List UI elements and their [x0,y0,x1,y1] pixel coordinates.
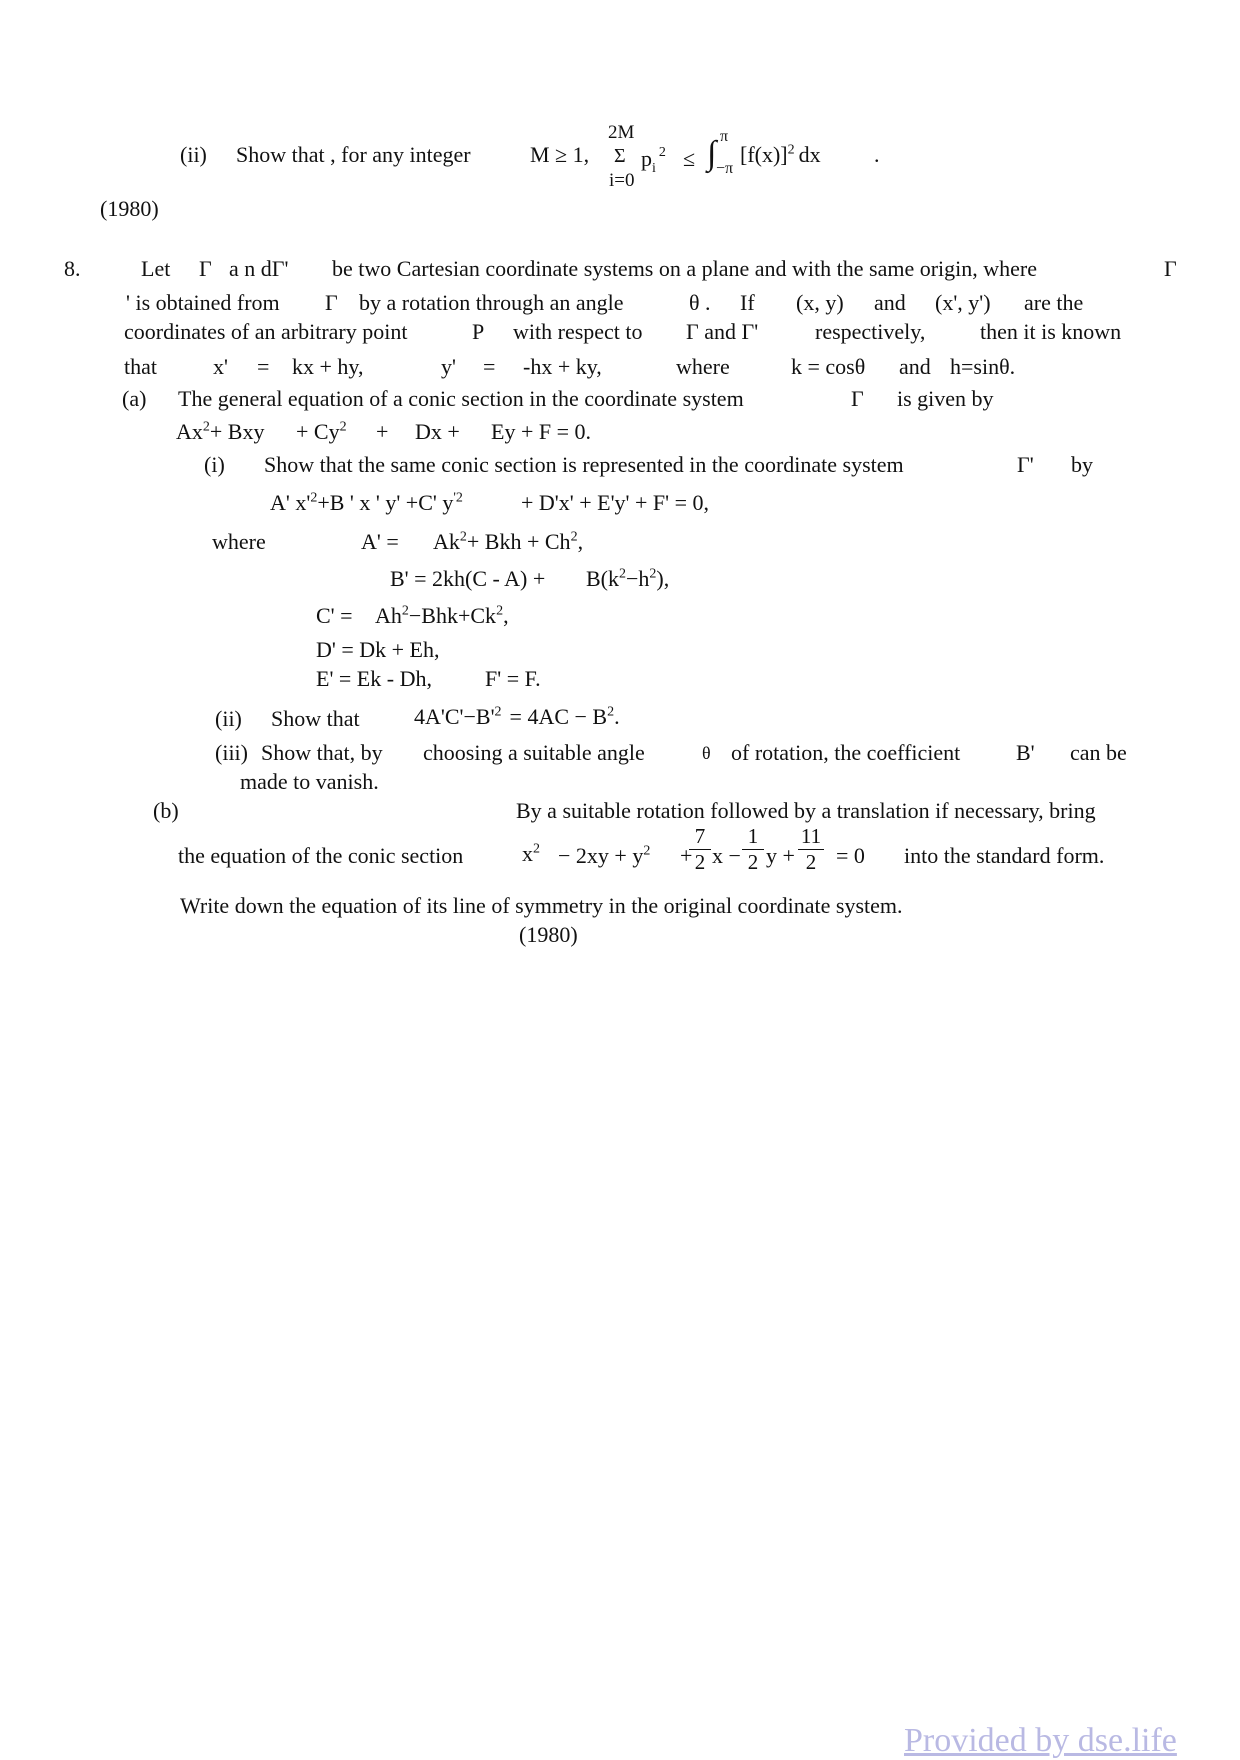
conic-eq-rest: Ey + F = 0. [491,419,591,444]
q8-and: and [874,290,906,315]
year-label: (1980) [100,196,159,221]
A-prime-lhs: A' = [361,529,399,554]
gamma-symbol: Γ [199,256,212,281]
part-iii-text4: can be [1070,740,1127,765]
q8-respectively: respectively, [815,319,926,344]
q8-line3-d: then it is known [980,319,1122,344]
equals: = [483,354,496,379]
and-gamma-prime: a n dΓ' [229,256,289,281]
equals: = [257,354,270,379]
part-iii-text: Show that, by [261,740,383,765]
fraction-1-2: $\frac{1}{2}$ [742,823,764,874]
gamma-prime-symbol: Γ' [1017,452,1034,477]
part-iii-label: (iii) [215,740,248,765]
point-p: P [472,319,485,344]
eq-mid: − $2xy + y^2$ [558,843,651,868]
part-b-text2: the equation of the conic section [178,843,464,868]
k-def: k = cosθ [791,354,866,379]
q8-let: Let [141,256,171,281]
part-ii-text: Show that [271,706,360,731]
leq-symbol: ≤ [683,146,696,171]
q8-line1-text: be two Cartesian coordinate systems on a plane and with the same origin, where [332,256,1038,281]
part-ii-text: Show that , for any integer [236,142,471,167]
part-iii-text5: made to vanish. [240,769,379,794]
B-prime-rhs: $B(k^2-h^2)$, [586,566,670,591]
C-prime-rhs: $Ah^2-Bhk+Ck^2$, [375,603,509,628]
integral-symbol: ∫ [707,135,717,172]
theta-symbol: θ . [689,290,711,315]
D-prime-def: D' = Dk + Eh, [316,637,440,662]
sum-symbol: Σ [614,145,626,167]
conic-equation: $Ax^2+$ Bxy [176,419,265,444]
part-iii-text2: choosing a suitable angle [423,740,645,765]
part-b-text1: By a suitable rotation followed by a translation if necessary, bring [516,798,1096,823]
point-xy: (x, y) [796,290,844,315]
part-i-label: (i) [204,452,225,477]
x-prime-expr: kx + hy, [292,354,364,379]
gamma-symbol: Γ [851,386,864,411]
q8-line2-b: by a rotation through an angle [359,290,624,315]
part-ii-m-cond: M ≥ 1, [530,142,590,167]
integral-upper: π [720,128,729,145]
invariant-identity: $4A'C'-B'^2 = 4AC - B^2$. [414,704,620,729]
eq-x-term: x − [712,843,741,868]
gamma-pair: Γ and Γ' [686,319,759,344]
q8-that: that [124,354,157,379]
q8-line3-a: coordinates of an arbitrary point [124,319,408,344]
eq-y-term: y + [766,843,795,868]
F-prime-def: F' = F. [485,666,541,691]
fraction-11-2: $\frac{11}{2}$ [798,823,824,874]
eq-equals-zero: = 0 [836,843,865,868]
conic-eq-dx: Dx + [415,419,460,444]
q8-line3-b: with respect to [513,319,643,344]
integral-lower: −π [716,160,734,177]
conic-eq-plus: + [376,419,389,444]
part-b-label: (b) [153,798,179,823]
E-prime-def: E' = Ek - Dh, [316,666,432,691]
sum-lower-limit: i=0 [609,170,635,191]
part-a-text2: is given by [897,386,994,411]
gamma-symbol-end: Γ [1164,256,1177,281]
eq-x-squared: $x^2$ [522,841,540,866]
end-period: . [874,142,880,167]
C-prime-lhs: C' = [316,603,353,628]
part-a-text: The general equation of a conic section in the coordinate system [178,386,744,411]
q8-and2: and [899,354,931,379]
B-prime-symbol: B' [1016,740,1035,765]
q8-line2-a: ' is obtained from [126,290,280,315]
part-iii-text3: of rotation, the coefficient [731,740,961,765]
watermark-link[interactable]: Provided by dse.life [904,1722,1177,1759]
part-ii-label: (ii) [180,142,207,167]
eq-plus: + [680,843,693,868]
q8-are-the: are the [1024,290,1084,315]
q8-where: where [676,354,730,379]
fraction-7-2: $\frac{7}{2}$ [689,823,711,874]
theta-symbol: θ [702,743,711,763]
part-b-text4: Write down the equation of its line of symmetry in the original coordinate system. [180,893,903,918]
y-prime: y' [441,354,456,379]
integrand: $[f(x)]^2$ dx [740,142,821,167]
part-ii-label: (ii) [215,706,242,731]
gamma-symbol: Γ [325,290,338,315]
where-label: where [212,529,266,554]
transformed-equation-rest: + D'x' + E'y' + F' = 0, [521,490,710,515]
point-xy-prime: (x', y') [935,290,991,315]
year-label: (1980) [519,922,578,947]
summand: $p_i^2$ [641,145,666,176]
A-prime-rhs: $Ak^2+$ Bkh + $Ch^2$, [433,529,584,554]
part-i-by: by [1071,452,1093,477]
part-a-label: (a) [122,386,147,411]
x-prime: x' [213,354,228,379]
question-number: 8. [64,256,81,281]
q8-if: If [740,290,755,315]
y-prime-expr: -hx + ky, [523,354,602,379]
conic-eq-cy: + $Cy^2$ [296,419,347,444]
h-def: h=sinθ. [950,354,1016,379]
B-prime-lhs: B' = 2kh(C - A) + [390,566,546,591]
transformed-equation: A' $x'^2+B$ ' x ' y' +C' $y^{'2}$ [270,490,463,515]
sum-upper-limit: 2M [608,122,635,143]
part-i-text: Show that the same conic section is represented in the coordinate system [264,452,904,477]
part-b-text3: into the standard form. [904,843,1105,868]
